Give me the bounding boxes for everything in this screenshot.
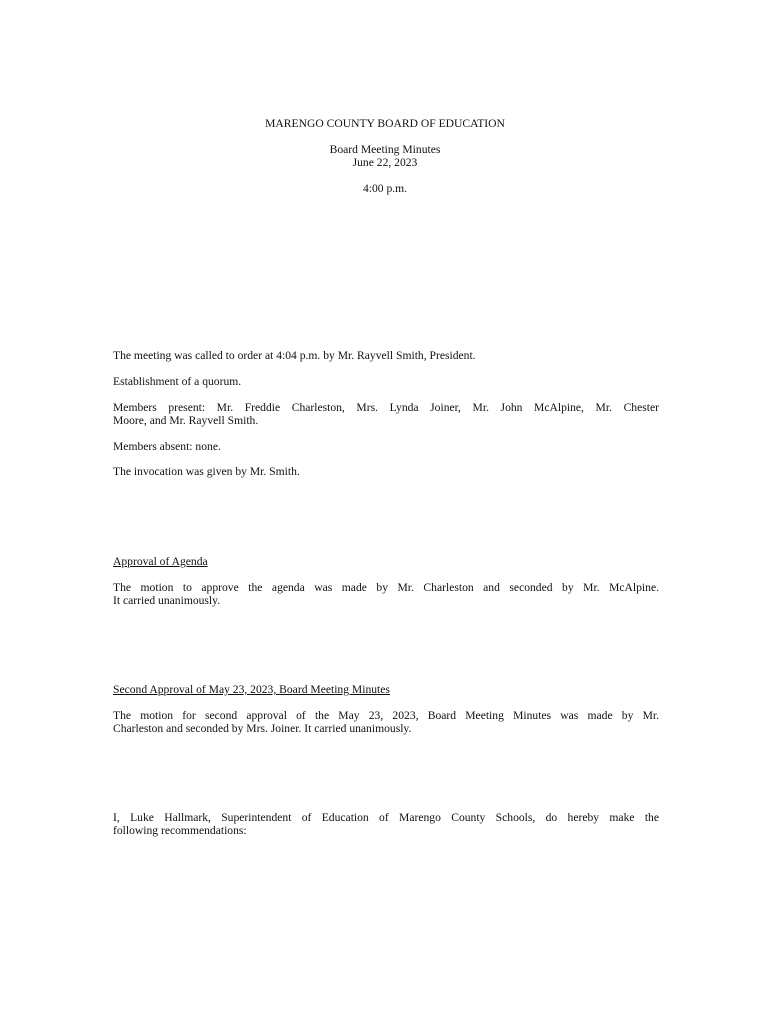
org-title: MARENGO COUNTY BOARD OF EDUCATION [265, 117, 505, 130]
quorum-statement: Establishment of a quorum. [113, 375, 242, 388]
members-present-line-1: Members present: Mr. Freddie Charleston, Mrs. Lynda Joiner, Mr. John McAlpine, Mr. Chester [113, 401, 659, 414]
members-absent: Members absent: none. [113, 440, 221, 453]
invocation: The invocation was given by Mr. Smith. [113, 465, 300, 478]
members-present-line-2: Moore, and Mr. Rayvell Smith. [113, 414, 259, 427]
document-type: Board Meeting Minutes [329, 143, 441, 156]
agenda-line-1: The motion to approve the agenda was made by Mr. Charleston and seconded by Mr. McAlpine. [113, 581, 659, 594]
agenda-heading: Approval of Agenda [113, 555, 208, 568]
meeting-date: June 22, 2023 [352, 156, 418, 169]
minutes-approval-line-1: The motion for second approval of the May 23, 2023, Board Meeting Minutes was made by Mr. [113, 709, 659, 722]
call-to-order: The meeting was called to order at 4:04 p.m. by Mr. Rayvell Smith, President. [113, 349, 476, 362]
recommendations-line-2: following recommendations: [113, 824, 247, 837]
minutes-approval-heading: Second Approval of May 23, 2023, Board Meeting Minutes [113, 683, 390, 696]
meeting-time: 4:00 p.m. [362, 182, 408, 195]
agenda-line-2: It carried unanimously. [113, 594, 221, 607]
minutes-approval-line-2: Charleston and seconded by Mrs. Joiner. It carried unanimously. [113, 722, 412, 735]
recommendations-line-1: I, Luke Hallmark, Superintendent of Education of Marengo County Schools, do hereby make the [113, 811, 659, 824]
